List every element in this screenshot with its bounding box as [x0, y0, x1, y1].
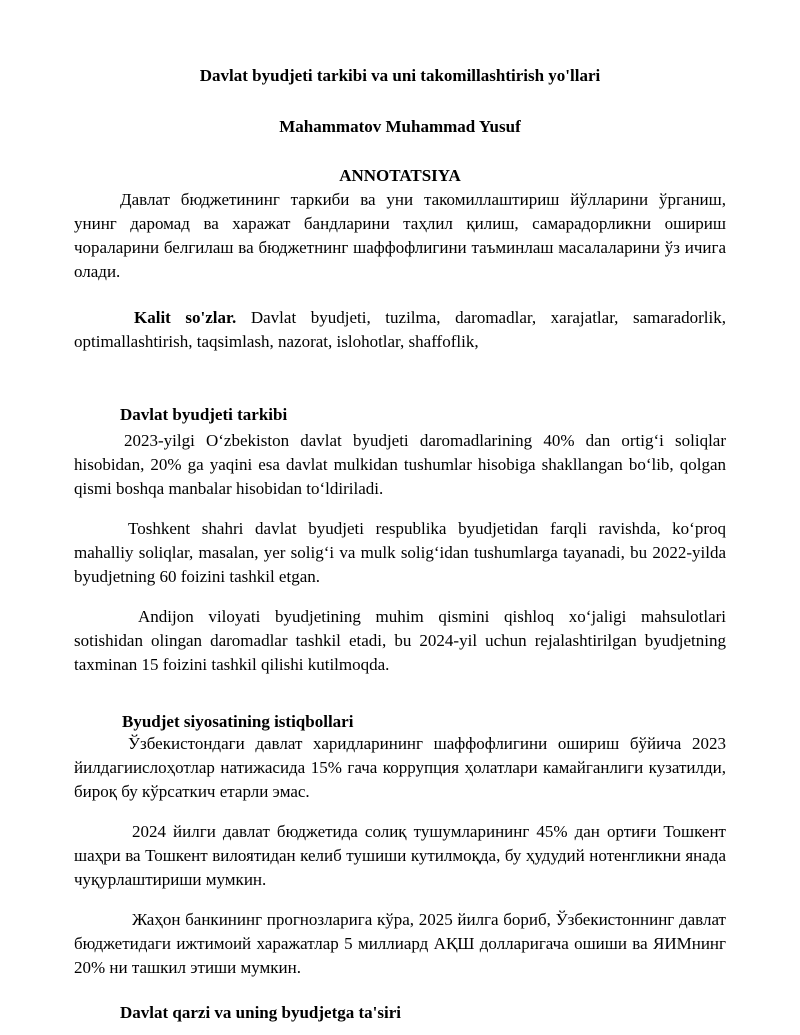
annotation-heading: ANNOTATSIYA [339, 166, 461, 185]
section-heading-budget-policy: Byudjet siyosatining istiqbollari [122, 712, 354, 731]
paragraph: Andijon viloyati byudjetining muhim qismini qishloq xo‘jaligi mahsulotlari sotishidan olingan daromadlar tashkil etadi, bu 2024-yil uchun rejalashtirilgan byudjetning taxminan 15 foizini tashkil qilishi kutilmoqda. [74, 607, 726, 674]
section-heading-budget-structure: Davlat byudjeti tarkibi [120, 405, 288, 424]
keywords-paragraph [74, 306, 726, 354]
paragraph: Жаҳон банкининг прогнозларига кўра, 2025 йилга бориб, Ўзбекистоннинг давлат бюджетидаги ижтимоий харажатлар 5 миллиард АҚШ долларигача ошиши ва ЯИМнинг 20% ни ташкил этиши мумкин. [74, 910, 726, 977]
document-title: Davlat byudjeti tarkibi va uni takomillashtirish yo'llari [199, 66, 601, 85]
annotation-text: Давлат бюджетининг таркиби ва уни такомиллаштириш йўлларини ўрганиш, унинг даромад ва харажат бандларини таҳлил қилиш, самарадорликни ошириш чораларини белгилаш ва бюджетнинг шаффофлигини таъминлаш масалаларини ўз ичига олади. [74, 190, 726, 281]
paragraph: 2023-yilgi O‘zbekiston davlat byudjeti daromadlarining 40% dan ortig‘i soliqlar hisobidan, 20% ga yaqini esa davlat mulkidan tushumlar hisobiga shakllangan bo‘lib, qolgan qismi boshqa manbalar hisobidan to‘ldiriladi. [74, 431, 726, 498]
paragraph: 2024 йилги давлат бюджетида солиқ тушумларининг 45% дан ортиғи Тошкент шаҳри ва Тошкент вилоятидан келиб тушиши кутилмоқда, бу ҳудудий нотенгликни янада чуқурлаштириши мумкин. [74, 822, 726, 889]
author-name: Mahammatov Muhammad Yusuf [279, 117, 521, 136]
keywords-text: Davlat byudjeti, tuzilma, daromadlar, xarajatlar, samaradorlik, optimallashtirish, taqsimlash, nazorat, islohotlar, shaffoflik, [74, 308, 726, 351]
keywords-label: Kalit so'zlar. [134, 308, 237, 327]
paragraph: Ўзбекистондаги давлат харидларининг шаффофлигини ошириш бўйича 2023 йилдагиислоҳотлар натижасида 15% гача коррупция ҳолатлари камайганлиги кузатилди, бироқ бу кўрсаткич етарли эмас. [74, 734, 726, 801]
paragraph: Toshkent shahri davlat byudjeti respublika byudjetidan farqli ravishda, ko‘proq mahalliy soliqlar, masalan, yer solig‘i va mulk solig‘idan tushumlarga tayanadi, bu 2022-yilda byudjetning 60 foizini tashkil etgan. [74, 519, 726, 586]
section-heading-state-debt: Davlat qarzi va uning byudjetga ta'siri [120, 1003, 401, 1022]
